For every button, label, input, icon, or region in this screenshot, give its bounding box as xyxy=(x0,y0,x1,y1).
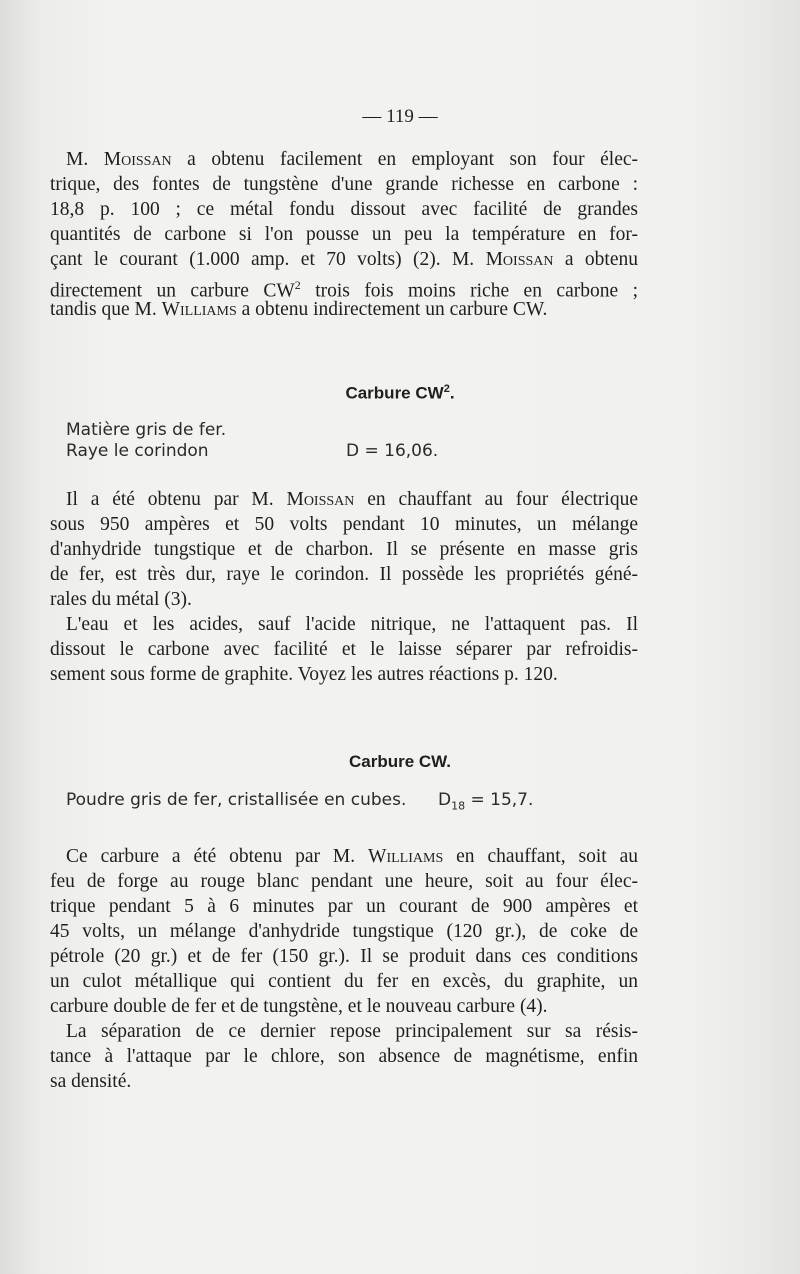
intro-line-7: tandis que M. Williams a obtenu indirectement un carbure CW. xyxy=(50,299,548,320)
s2-para2-line-2: tance à l'attaque par le chlore, son absence de magnétisme, enfin xyxy=(50,1046,638,1067)
intro-line-2: trique, des fontes de tungstène d'une grande richesse en carbone : xyxy=(50,174,638,195)
s2-para1-line-2: feu de forge au rouge blanc pendant une heure, soit au four élec- xyxy=(50,871,638,892)
s1-para1-line-1: Il a été obtenu par M. Moissan en chauffant au four électrique xyxy=(66,489,638,510)
s1-para2-line-1: L'eau et les acides, sauf l'acide nitrique, ne l'attaquent pas. Il xyxy=(66,614,638,635)
s2-para1-line-3: trique pendant 5 à 6 minutes par un courant de 900 ampères et xyxy=(50,896,638,917)
s2-para1-line-1: Ce carbure a été obtenu par M. Williams en chauffant, soit au xyxy=(66,846,638,867)
intro-line-3: 18,8 p. 100 ; ce métal fondu dissout avec facilité de grandes xyxy=(50,199,638,220)
s2-para2-line-3: sa densité. xyxy=(50,1071,132,1092)
page-number: — 119 — xyxy=(362,106,438,127)
intro-line-6: directement un carbure $CW^2$ trois fois moins riche en carbone ; xyxy=(50,278,638,302)
s2-para1-line-5: pétrole (20 gr.) et de fer (150 gr.). Il se produit dans ces conditions xyxy=(50,946,638,967)
section-heading-cw: Carbure CW. xyxy=(348,752,452,771)
s2-para1-line-6: un culot métallique qui contient du fer en excès, du graphite, un xyxy=(50,971,638,992)
s2-para2-line-1: La séparation de ce dernier repose principalement sur sa résis- xyxy=(66,1021,638,1042)
section-heading-cw2: Carbure $CW^2$. xyxy=(345,383,455,403)
intro-line-1: M. Moissan a obtenu facilement en employant son four élec- xyxy=(66,149,639,170)
s1-para1-line-2: sous 950 ampères et 50 volts pendant 10 minutes, un mélange xyxy=(50,514,638,535)
s2-para1-line-7: carbure double de fer et de tungstène, et le nouveau carbure (4). xyxy=(50,996,548,1017)
intro-line-5: çant le courant (1.000 amp. et 70 volts) (2). M. Moissan a obtenu xyxy=(50,249,638,270)
property-hardness: Raye le corindon xyxy=(66,441,209,461)
s1-para2-line-2: dissout le carbone avec facilité et le laisse séparer par refroidis- xyxy=(50,639,638,660)
s1-para1-line-4: de fer, est très dur, raye le corindon. Il possède les propriétés géné- xyxy=(50,564,638,585)
property-description: Poudre gris de fer, cristallisée en cubes. xyxy=(66,790,407,810)
intro-line-4: quantités de carbone si l'on pousse un peu la température en for- xyxy=(50,224,638,245)
s2-para1-line-4: 45 volts, un mélange d'anhydride tungstique (120 gr.), de coke de xyxy=(50,921,638,942)
property-color: Matière gris de fer. xyxy=(66,420,227,440)
density-value-2: $D_{18} = 15,7$. xyxy=(438,790,534,813)
s1-para2-line-3: sement sous forme de graphite. Voyez les autres réactions p. 120. xyxy=(50,664,558,685)
s1-para1-line-3: d'anhydride tungstique et de charbon. Il se présente en masse gris xyxy=(50,539,638,560)
s1-para1-line-5: rales du métal (3). xyxy=(50,589,192,610)
density-value: D = 16,06. xyxy=(346,441,439,461)
